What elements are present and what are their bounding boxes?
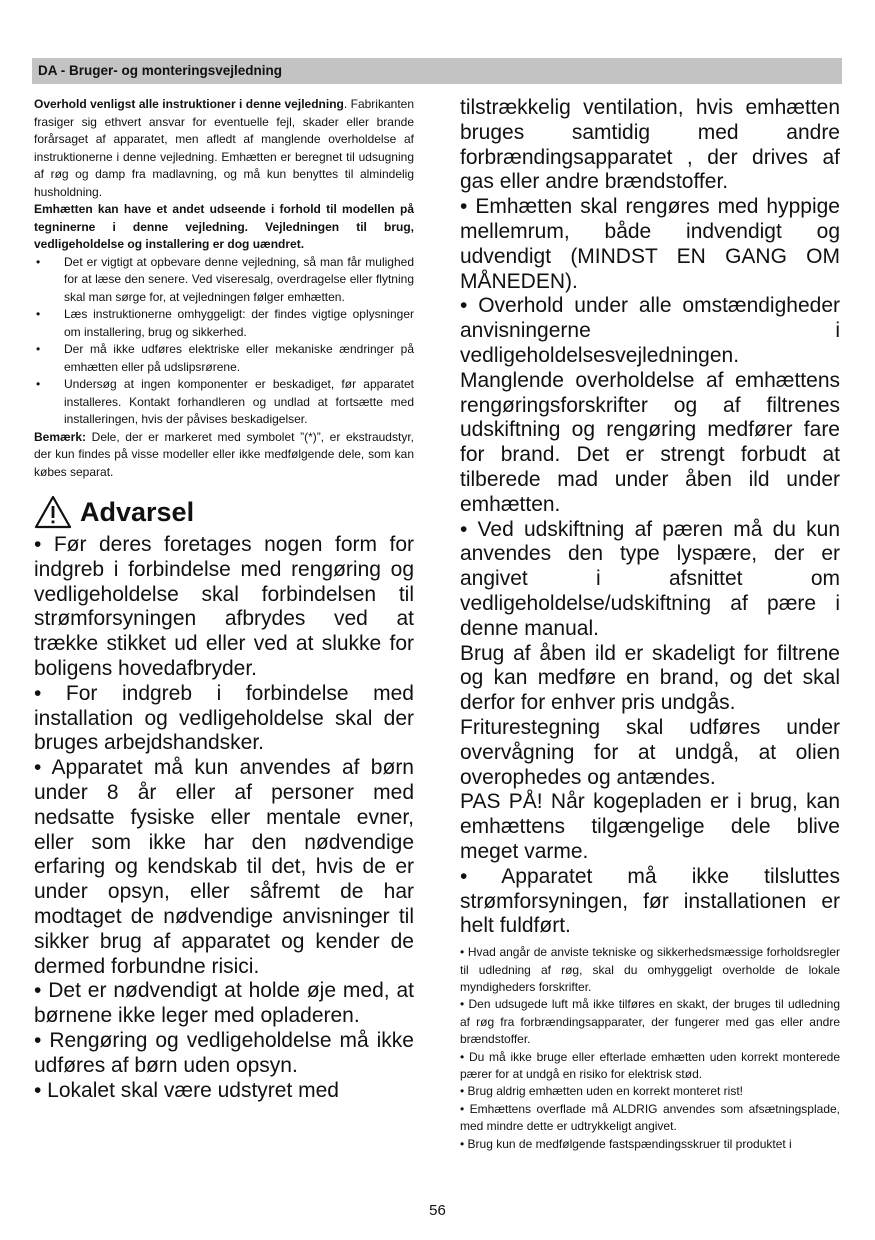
warning-paragraph: Brug af åben ild er skadeligt for filtrene og kan medføre en brand, og det skal derfor for enhver pris undgås. xyxy=(460,641,840,715)
list-item: • Læs instruktionerne omhyggeligt: der findes vigtige oplysninger om installering, brug og sikkerhed. xyxy=(34,306,414,341)
warning-paragraph: Friturestegning skal udføres under overvågning for at undgå, at olien overophedes og antændes. xyxy=(460,715,840,789)
remark-paragraph xyxy=(34,429,414,482)
list-item: • Det er vigtigt at opbevare denne vejledning, så man får mulighed for at læse den senere. Ved viseresalg, overdragelse eller flytning skal man sørge for, at vejledningen følger emhætten. xyxy=(34,254,414,307)
warning-paragraph: • Lokalet skal være udstyret med xyxy=(34,1078,339,1102)
warning-paragraph: Manglende overholdelse af emhættens rengøringsforskrifter og af filtrenes udskiftning og rengøring medfører fare for brand. Det er strengt forbudt at tilberede mad under åben ild under emhætten. xyxy=(460,368,840,516)
warning-triangle-icon xyxy=(34,495,72,529)
small-warning-paragraph: • Den udsugede luft må ikke tilføres en skakt, der bruges til udledning af røg fra forbrændingsapparater, der fungerer med gas eller andre brændstoffer. xyxy=(460,997,840,1047)
warning-heading xyxy=(34,495,414,529)
remark-label: Bemærk: xyxy=(34,429,87,444)
right-column xyxy=(460,96,840,1153)
left-column xyxy=(34,96,414,1103)
warning-paragraph: PAS PÅ! Når kogepladen er i brug, kan emhættens tilgængelige dele blive meget varme. xyxy=(460,790,840,863)
warning-paragraph: • Emhætten skal rengøres med hyppige mellemrum, både indvendigt og udvendigt (MINDST EN GANG OM MÅNEDEN). xyxy=(460,195,840,293)
section-title: DA - Bruger- og monteringsvejledning xyxy=(38,63,283,78)
section-header xyxy=(32,58,842,84)
warning-paragraph: • Før deres foretages nogen form for indgreb i forbindelse med rengøring og vedligeholdelse skal forbindelsen til strømforsyningen afbrydes ved at trække stikket ud eller ved at slukke for boligens hovedafbryder. xyxy=(34,533,414,680)
warning-paragraph: • Overhold under alle omstændigheder anvisningerne i vedligeholdelsesvejledningen. xyxy=(460,294,840,367)
warning-paragraph: • Rengøring og vedligeholdelse må ikke udføres af børn uden opsyn. xyxy=(34,1028,414,1077)
warning-paragraph: • Apparatet må kun anvendes af børn under 8 år eller af personer med nedsatte fysiske eller mentale evner, eller som ikke har den nødvendige erfaring og kendskab til det, hvis de er under opsyn, eller såfremt de har modtaget de nødvendige anvisninger til sikker brug af apparatet og kender de dermed forbundne risici. xyxy=(34,756,414,978)
small-warning-paragraph: • Brug aldrig emhætten uden en korrekt monteret rist! xyxy=(460,1084,744,1099)
appearance-notice: Emhætten kan have et andet udseende i forhold til modellen på tegninerne i denne vejledning. Vejledningen til brug, vedligeholdelse og installering er dog uændret. xyxy=(34,202,414,251)
warning-paragraph: tilstrækkelig ventilation, hvis emhætten bruges samtidig med andre forbrændingsapparatet , der drives af gas eller andre brændstoffer. xyxy=(460,96,840,194)
small-warning-paragraph: • Du må ikke bruge eller efterlade emhætten uden korrekt monterede pærer for at undgå en risiko for elektrisk stød. xyxy=(460,1049,840,1081)
warning-paragraph: • Apparatet må ikke tilsluttes strømforsyningen, før installationen er helt fuldført. xyxy=(460,864,840,938)
intro-bold: Overhold venligst alle instruktioner i denne vejledning xyxy=(34,97,344,111)
small-warning-paragraph: • Hvad angår de anviste tekniske og sikkerhedsmæssige forholdsregler til udledning af røg, skal du omhyggeligt overholde de lokale myndigheders forskrifter. xyxy=(460,945,840,994)
small-warning-paragraph: • Brug kun de medfølgende fastspændingsskruer til produktet i xyxy=(460,1136,792,1151)
warning-paragraph: • Det er nødvendigt at holde øje med, at børnene ikke leger med opladeren. xyxy=(34,979,414,1028)
small-warning-paragraph: • Emhættens overflade må ALDRIG anvendes som afsætningsplade, med mindre dette er udtrykkeligt angivet. xyxy=(460,1101,840,1134)
intro-paragraph xyxy=(34,96,414,201)
intro-text: Fabrikanten frasiger sig ethvert ansvar for eventuelle fejl, skader eller brande forårsaget af apparatet, men afledt af manglende overholdelse af instruktionerne i denne vejledning. Emhætten er beregnet til udsugning af røg og damp fra madlavning, og må kun benyttes til almindelig husholdning. xyxy=(34,97,414,199)
warning-paragraph: • For indgreb i forbindelse med installation og vedligeholdelse skal der bruges arbejdshandsker. xyxy=(34,681,414,755)
list-item: • Der må ikke udføres elektriske eller mekaniske ændringer på emhætten eller på udslipsrørene. xyxy=(34,341,414,376)
safety-bullet-list xyxy=(34,254,414,429)
list-item: • Undersøg at ingen komponenter er beskadiget, før apparatet installeres. Kontakt forhandleren og undlad at fortsætte med installeringen, hvis der påvises beskadigelser. xyxy=(34,376,414,429)
remark-text: Dele, der er markeret med symbolet ”(*)”, er ekstraudstyr, der kun findes på visse modeller eller ikke medfølgende dele, som kan købes separat. xyxy=(34,429,414,479)
warning-title: Advarsel xyxy=(80,496,195,527)
page-number: 56 xyxy=(429,1202,446,1219)
warning-paragraph: • Ved udskiftning af pæren må du kun anvendes den type lyspære, der er angivet i afsnittet om vedligeholdelse/udskiftning af pære i denne manual. xyxy=(460,517,840,640)
intro-period: . xyxy=(343,97,348,111)
